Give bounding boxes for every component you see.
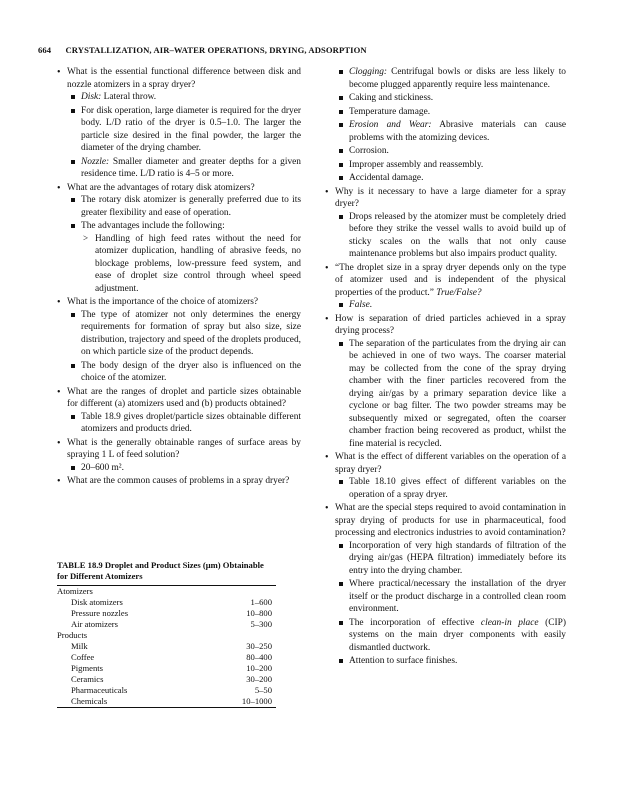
table-row: [57, 608, 276, 619]
table-row: [57, 696, 276, 707]
answer-item: [335, 106, 566, 119]
answer-item: [335, 66, 566, 91]
answer-item: [335, 145, 566, 158]
table-cell-label: Milk: [71, 641, 88, 652]
answer-item: [67, 194, 301, 219]
answer-text: The incorporation of effective: [349, 617, 481, 628]
question-item: [325, 451, 566, 501]
answer-text: Accidental damage.: [349, 173, 424, 183]
question-text: • What are the special steps required to avoid contamination in spray drying of products for use in pharmaceutical, food processing and electronics industries to avoid contamination?: [335, 503, 566, 538]
question-item: [325, 186, 566, 261]
answer-text: 20–600 m².: [81, 462, 124, 473]
question-text: • Why is it necessary to have a large diameter for a spray dryer?: [335, 186, 566, 209]
table-cell-value: [205, 586, 276, 597]
answer-text: Where practical/necessary the installation of the dryer itself or the product discharge in a controlled clean room environment.: [349, 579, 566, 614]
question-item: [57, 386, 301, 436]
table-cell-value: 10–800: [246, 608, 272, 619]
answer-item: [67, 360, 301, 385]
answer-item: [335, 211, 566, 261]
answer-text: Smaller diameter and greater depths for a given residence time. L/D ratio is 4–5 or more.: [81, 156, 301, 179]
table-group-row: [57, 586, 276, 597]
answer-item: [335, 92, 566, 105]
answer-item: [335, 655, 566, 668]
question-item: [57, 66, 301, 181]
question-text: • How is separation of dried particles achieved in a spray drying process?: [335, 313, 566, 336]
answer-item: [67, 156, 301, 181]
table-cell-value: 10–1000: [241, 696, 272, 707]
table-cell-value: 5–300: [250, 619, 272, 630]
question-tail: True/False?: [436, 287, 482, 298]
chapter-title: CRYSTALLIZATION, AIR–WATER OPERATIONS, DRYING, ADSORPTION: [65, 45, 367, 55]
table-cell-value: 10–200: [246, 663, 272, 674]
answer-text: Corrosion.: [349, 146, 389, 156]
answer-label: Disk:: [81, 92, 102, 102]
answer-text: Drops released by the atomizer must be completely dried before they strike the vessel walls to avoid build up of sticky scales on the walls that not only cause maintenance problems but also impairs product quality.: [349, 211, 566, 259]
table-cell-label: Pigments: [71, 663, 103, 674]
table-18-9: [57, 560, 276, 708]
answer-italic: clean-in place: [480, 617, 539, 628]
question-item: [57, 296, 301, 385]
table-cell-label: Ceramics: [71, 674, 104, 685]
question-text: • What is the generally obtainable ranges of surface areas by spraying 1 L of feed solution?: [67, 437, 301, 460]
answer-text: Abrasive materials can cause problems with the atomizing devices.: [349, 120, 566, 143]
table-row: [57, 652, 276, 663]
table-row: [57, 597, 276, 608]
table-cell-label: Air atomizers: [71, 619, 119, 630]
question-text: • What are the common causes of problems in a spray dryer?: [67, 476, 290, 486]
question-item: [57, 182, 301, 296]
table-cell-value: 30–200: [246, 674, 272, 685]
table-row: [57, 663, 276, 674]
answer-text: For disk operation, large diameter is required for the dryer body. L/D ratio of the dryer is 0.5–1.0. The larger the particle size desired in the final powder, the larger the diameter of the drying chamber.: [81, 105, 301, 153]
question-text: • What is the importance of the choice of atomizers?: [67, 297, 259, 307]
table-cell-value: 80–400: [246, 652, 272, 663]
table-bottom-rule: [57, 707, 276, 708]
answer-item: [335, 617, 566, 655]
table-row: [57, 685, 276, 696]
answer-text: Centrifugal bowls or disks are less likely to become plugged apparently require less maintenance.: [349, 67, 566, 90]
answer-item: [67, 91, 301, 104]
table-cell-label: Products: [57, 630, 88, 641]
answer-item: [335, 119, 566, 144]
answer-item: [335, 299, 566, 312]
answer-item: [335, 172, 566, 185]
page-number: 664: [38, 45, 52, 55]
table-row: [57, 641, 276, 652]
question-item: [57, 437, 301, 475]
question-text: • What is the essential functional difference between disk and nozzle atomizers in a spray dryer?: [67, 67, 301, 90]
answer-text: The separation of the particulates from the drying air can be achieved in one of two ways. The coarser material may be collected from the cone of the spray drying chamber with the finer particles recovered from the drying air/gas by a primary separation device like a cyclone or bag filter. The two powder streams may be subsequently mixed or segregated, often the coarser chamber fraction being recovered as product, whilst the fine material is recycled.: [349, 338, 566, 449]
question-main: “The droplet size in a spray dryer depends only on the type of atomizer used and is independent of the physical properties of the product.”: [335, 262, 566, 298]
answer-item: [335, 476, 566, 501]
table-group-row: [57, 630, 276, 641]
question-item: [325, 502, 566, 668]
question-item: [325, 313, 566, 451]
answer-item: [67, 462, 301, 475]
table-cell-label: Atomizers: [57, 586, 93, 597]
question-text: • What are the ranges of droplet and particle sizes obtainable for different (a) atomizers used and (b) products obtained?: [67, 386, 301, 409]
table-cell-value: 1–600: [250, 597, 272, 608]
running-header: [38, 45, 578, 56]
answer-item: [335, 338, 566, 451]
answer-text: Temperature damage.: [349, 106, 431, 117]
answer-item: [67, 105, 301, 155]
answer-text: Improper assembly and reassembly.: [349, 159, 484, 170]
answer-text-after: (CIP) systems on the main dryer components with easily dismantled ductwork.: [349, 617, 566, 653]
table-row: [57, 619, 276, 630]
right-column: [325, 66, 566, 669]
table-cell-label: Chemicals: [71, 696, 108, 707]
answer-item: [67, 309, 301, 359]
question-item: [325, 262, 566, 312]
answer-label: Clogging:: [349, 67, 388, 77]
answer-text: Attention to surface finishes.: [349, 656, 458, 666]
table-cell-value: [205, 630, 276, 641]
table-row: [57, 674, 276, 685]
answer-item: [67, 220, 301, 295]
answer-label: Erosion and Wear:: [349, 120, 432, 130]
table-cell-label: Pressure nozzles: [71, 608, 129, 619]
answer-item: [335, 578, 566, 616]
answer-text: Lateral throw.: [101, 92, 157, 102]
answer-text: The rotary disk atomizer is generally preferred due to its greater flexibility and ease of operation.: [81, 195, 301, 218]
answer-text: The type of atomizer not only determines the energy requirements for formation of spray but also size, size distribution, trajectory and speed of the droplets produced, on which particle size of the product depends.: [81, 309, 301, 357]
answer-text: Table 18.10 gives effect of different variables on the operation of a spray dryer.: [349, 477, 566, 500]
question-text: • What is the effect of different variables on the operation of a spray dryer?: [335, 452, 566, 475]
answer-label: Nozzle:: [81, 156, 110, 167]
table-caption: TABLE 18.9 Droplet and Product Sizes (μm) Obtainable for Different Atomizers: [57, 560, 264, 582]
question-text: • What are the advantages of rotary disk atomizers?: [67, 182, 255, 193]
left-column: [57, 66, 301, 489]
answer-text: Table 18.9 gives droplet/particle sizes obtainable different atomizers and products dried.: [81, 411, 301, 434]
answer-text: The body design of the dryer also is influenced on the choice of the atomizer.: [81, 360, 301, 383]
answer-item: [335, 159, 566, 172]
table-cell-label: Coffee: [71, 652, 95, 663]
answer-text: Incorporation of very high standards of filtration of the drying air/gas (HEPA filtration) immediately before its entry into the drying chamber.: [349, 540, 566, 576]
table-body: [57, 586, 276, 707]
table-cell-label: Disk atomizers: [71, 597, 123, 608]
answer-label: False.: [349, 300, 373, 310]
answer-item: [335, 540, 566, 578]
table-cell-value: 5–50: [254, 685, 272, 696]
answer-text: Caking and stickiness.: [349, 93, 434, 103]
answer-item: [67, 411, 301, 436]
answer-text: The advantages include the following:: [81, 221, 225, 231]
table-cell-label: Pharmaceuticals: [71, 685, 128, 696]
question-text: [335, 262, 566, 300]
table-cell-value: 30–250: [246, 641, 272, 652]
question-item: [57, 475, 301, 488]
sub-item: > Handling of high feed rates without the need for atomizer duplication, handling of abrasive feeds, no blockage problems, low-pressure feed system, and ease of droplet size control through wheel speed adjustment.: [81, 233, 301, 296]
